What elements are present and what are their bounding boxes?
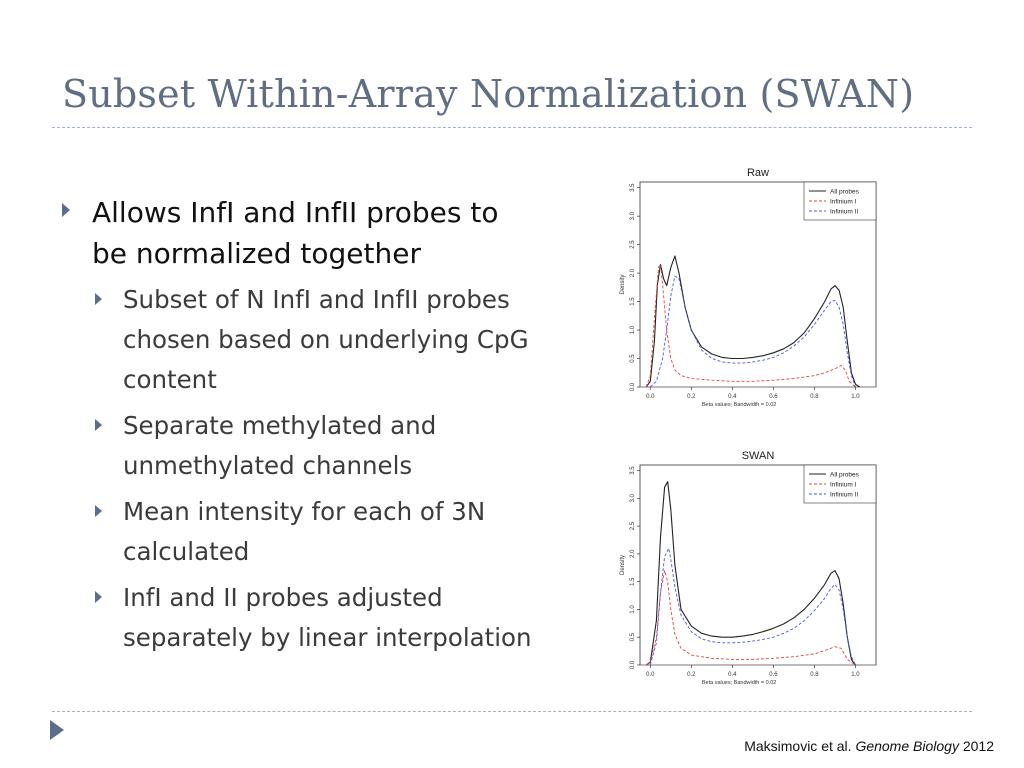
footer-divider [52, 711, 972, 712]
series-line-infinium-ii [650, 276, 855, 387]
citation [744, 738, 994, 754]
x-tick-label: 1.0 [851, 672, 860, 678]
x-tick-label: 0.6 [769, 672, 778, 678]
chart-title: SWAN [741, 450, 775, 462]
sub-bullet [62, 280, 532, 400]
bullet-main [62, 192, 532, 274]
x-axis-label: Beta values; Bandwidth = 0.02 [701, 402, 777, 408]
citation-authors: Maksimovic et al. [744, 738, 852, 754]
y-tick-label: 1.5 [630, 577, 636, 586]
y-tick-label: 3.0 [630, 211, 636, 221]
sub-bullet-text: Separate methylated and unmethylated channels [123, 411, 437, 480]
y-tick-label: 0.0 [630, 660, 636, 670]
sub-bullet-arrow-icon [95, 505, 102, 517]
y-tick-label: 0.5 [630, 354, 636, 363]
x-tick-label: 0.2 [687, 672, 696, 678]
y-tick-label: 1.0 [630, 325, 636, 335]
sub-bullet-arrow-icon [95, 591, 102, 603]
sub-bullet-text: Subset of N InfI and InfII probes chosen based on underlying CpG content [123, 285, 529, 394]
y-tick-label: 1.0 [630, 605, 636, 614]
x-tick-label: 0.0 [646, 394, 655, 400]
citation-year: 2012 [962, 738, 994, 754]
x-tick-label: 0.8 [810, 672, 819, 678]
y-tick-label: 2.0 [630, 268, 636, 278]
sub-bullet-arrow-icon [95, 293, 102, 305]
raw-density-chart [618, 162, 880, 420]
bullet-main-text: Allows InfI and InfII probes to be normalized together [92, 196, 499, 270]
legend-label-infinium-i: Infinium I [830, 198, 857, 206]
x-tick-label: 1.0 [851, 394, 860, 400]
sub-bullet [62, 492, 532, 572]
x-tick-label: 0.6 [769, 394, 778, 400]
series-line-all-probes [646, 256, 859, 387]
x-tick-label: 0.2 [687, 394, 696, 400]
y-tick-label: 2.5 [630, 521, 636, 531]
y-tick-label: 0.0 [630, 382, 636, 392]
sub-bullet [62, 578, 532, 658]
y-tick-label: 0.5 [630, 633, 636, 642]
y-tick-label: 3.0 [630, 494, 636, 503]
y-axis-label: Density [620, 274, 626, 295]
y-tick-label: 2.0 [630, 549, 636, 559]
legend-label-all-probes: All probes [830, 471, 859, 479]
sub-bullet-text: Mean intensity for each of 3N calculated [123, 497, 486, 566]
legend-label-infinium-ii: Infinium II [830, 491, 859, 499]
bullet-list [62, 192, 532, 664]
series-line-all-probes [646, 482, 855, 665]
y-axis-label: Density [620, 554, 626, 576]
x-tick-label: 0.4 [728, 394, 737, 400]
nav-arrow-icon[interactable] [50, 720, 64, 740]
legend-label-all-probes: All probes [830, 188, 859, 196]
chart-title: Raw [746, 167, 770, 179]
sub-bullet-text: InfI and II probes adjusted separately by linear interpolation [123, 583, 532, 652]
series-line-infinium-i [646, 265, 855, 387]
bullet-arrow-icon [62, 203, 70, 217]
sub-bullet [62, 406, 532, 486]
citation-journal: Genome Biology [855, 738, 959, 754]
legend-label-infinium-i: Infinium I [830, 481, 857, 489]
x-tick-label: 0.8 [810, 394, 819, 400]
y-tick-label: 2.5 [630, 240, 636, 249]
x-axis-label: Beta values; Bandwidth = 0.02 [701, 680, 777, 686]
y-tick-label: 1.5 [630, 297, 636, 306]
title-divider [52, 127, 972, 128]
y-tick-label: 3.5 [630, 466, 636, 475]
y-tick-label: 3.5 [630, 183, 636, 192]
swan-density-chart [618, 450, 880, 700]
x-tick-label: 0.0 [646, 672, 655, 678]
slide-title: Subset Within-Array Normalization (SWAN) [62, 72, 915, 116]
legend-label-infinium-ii: Infinium II [830, 208, 859, 216]
x-tick-label: 0.4 [728, 672, 737, 678]
sub-bullet-arrow-icon [95, 419, 102, 431]
